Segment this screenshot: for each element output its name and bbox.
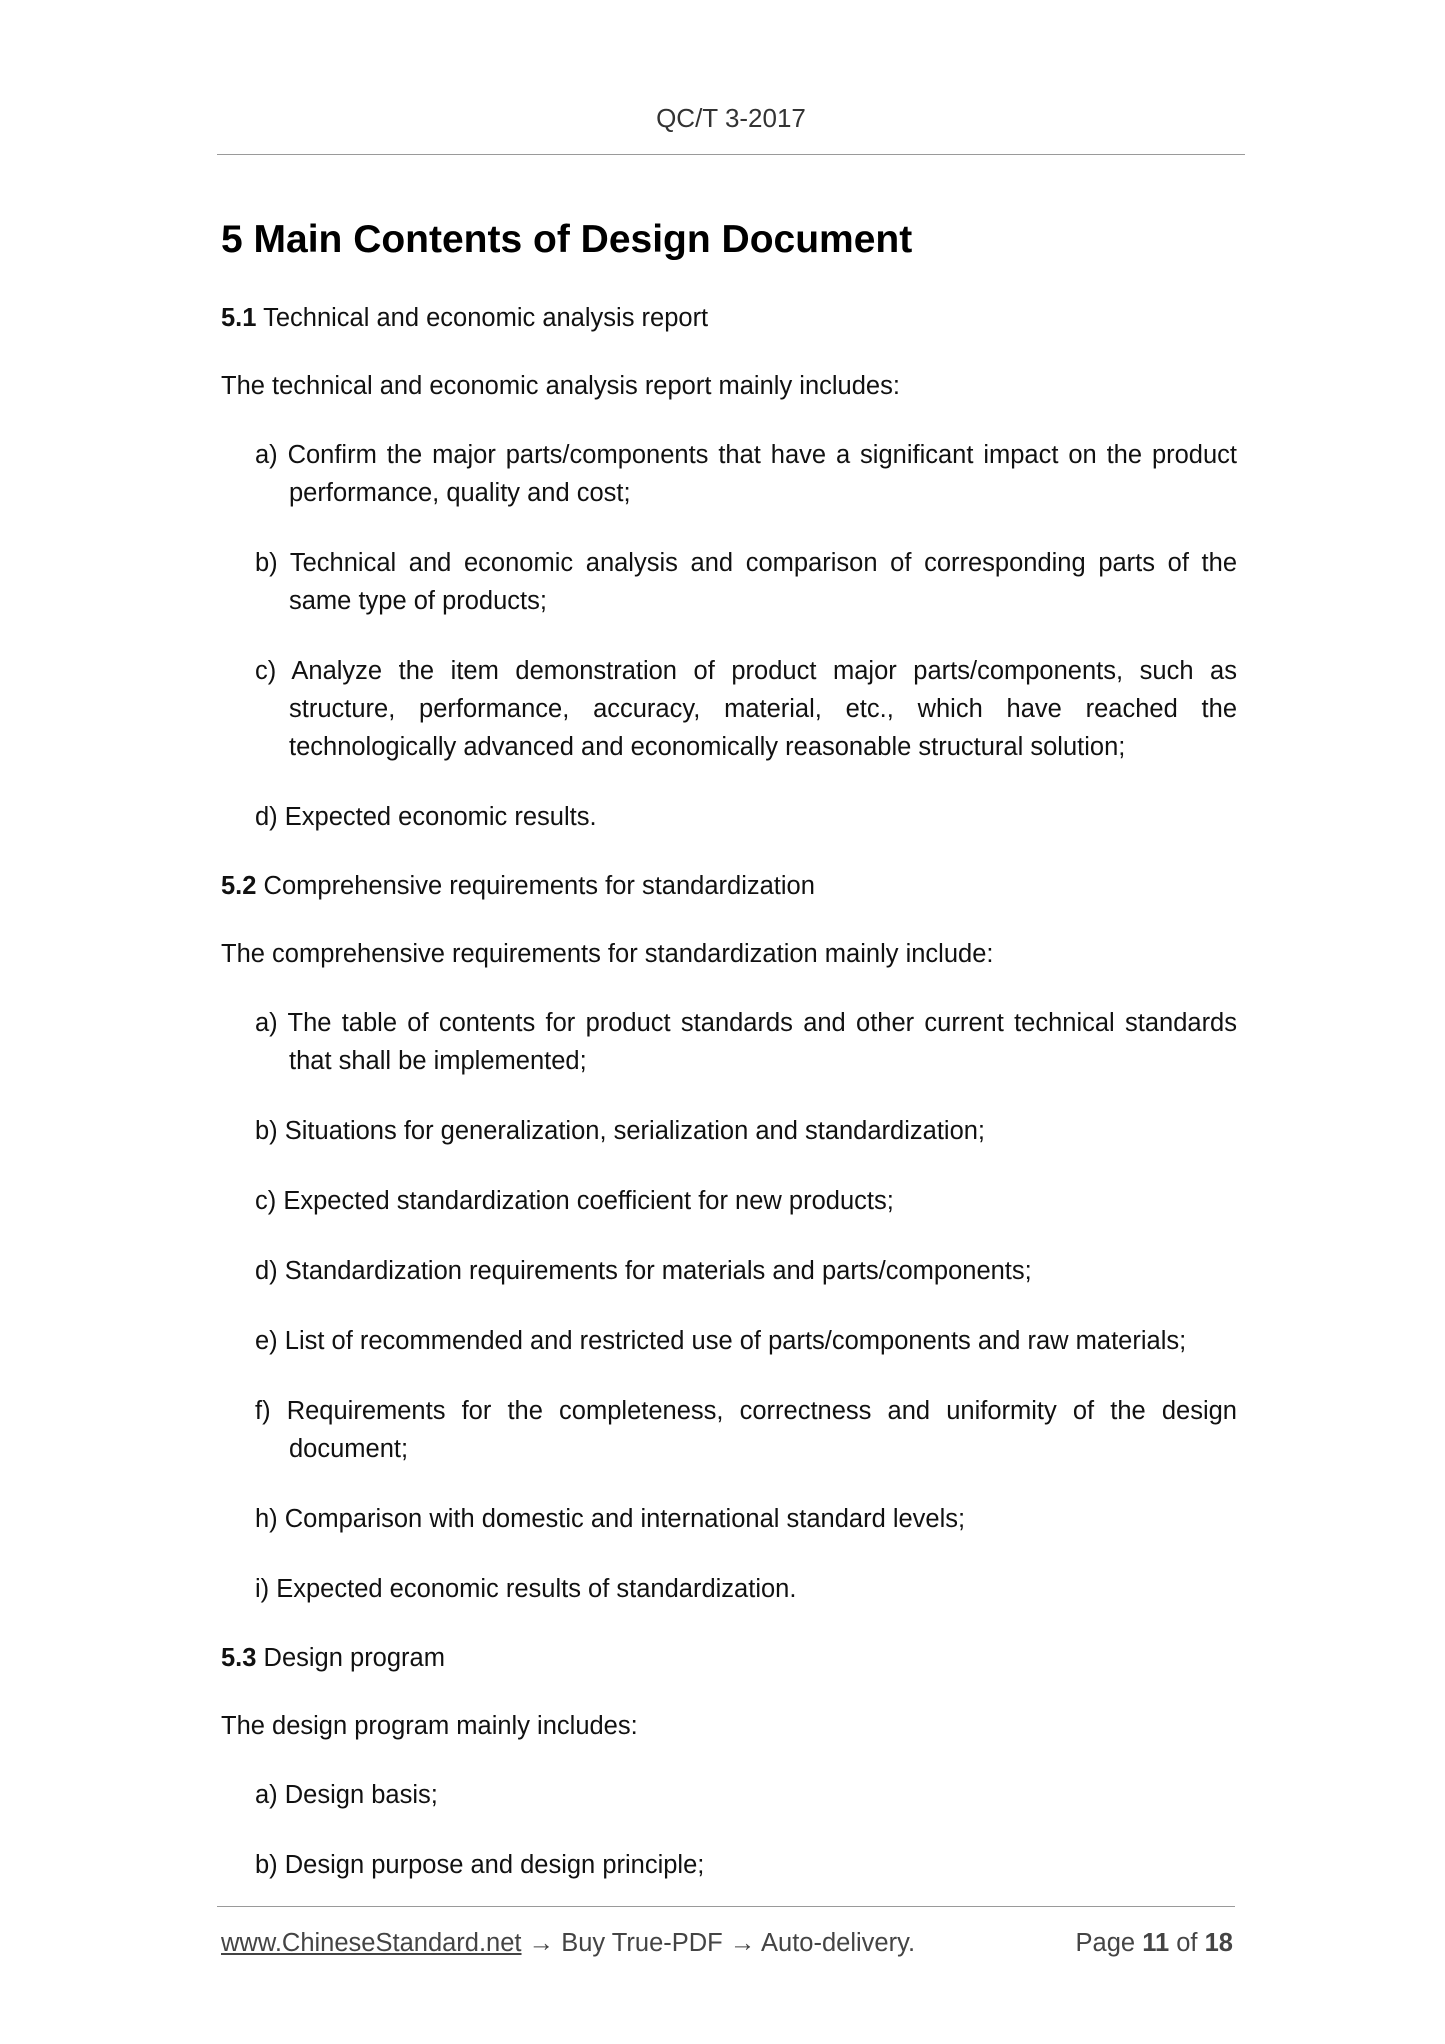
website-link[interactable]: www.ChineseStandard.net	[221, 1929, 522, 1957]
list-item: c) Analyze the item demonstration of product major parts/components, such as structure, performance, accuracy, material, etc., which have reached the technologically advanced and economically reasonable structural solution;	[255, 657, 1237, 761]
list-item: i) Expected economic results of standardization.	[255, 1575, 797, 1603]
section-title: 5 Main Contents of Design Document	[221, 218, 913, 261]
list-item: b) Technical and economic analysis and comparison of corresponding parts of the same type of products;	[255, 549, 1237, 615]
list-item: a) Confirm the major parts/components that have a significant impact on the product performance, quality and cost;	[255, 441, 1237, 507]
arrow-right-icon: →	[528, 1929, 555, 1957]
list-item: b) Situations for generalization, serialization and standardization;	[255, 1117, 986, 1145]
list-item: d) Standardization requirements for materials and parts/components;	[255, 1257, 1032, 1285]
footer-divider	[217, 1906, 1235, 1907]
subsection-5-1-heading	[221, 300, 1237, 336]
subsection-number: 5.3	[221, 1644, 257, 1672]
header-divider	[217, 154, 1245, 155]
list-item: h) Comparison with domestic and international standard levels;	[255, 1505, 966, 1533]
document-body	[221, 212, 1237, 1884]
subsection-5-1-intro: The technical and economic analysis report mainly includes:	[221, 372, 900, 400]
page-footer	[221, 1925, 1233, 1961]
list-item: b) Design purpose and design principle;	[255, 1851, 705, 1879]
buy-text: Buy True-PDF	[561, 1929, 723, 1957]
list-item: d) Expected economic results.	[255, 803, 597, 831]
list-item: f) Requirements for the completeness, correctness and uniformity of the design document;	[255, 1397, 1237, 1463]
page-header: QC/T 3-2017	[656, 103, 806, 133]
page-label: Page	[1075, 1929, 1136, 1957]
page-number: 11	[1142, 1929, 1170, 1957]
list-item: a) Design basis;	[255, 1781, 438, 1809]
subsection-5-2-heading	[221, 868, 1237, 904]
list-item: c) Expected standardization coefficient for new products;	[255, 1187, 894, 1215]
page-indicator	[1076, 1925, 1233, 1961]
arrow-right-icon: →	[729, 1929, 756, 1957]
of-label: of	[1176, 1929, 1198, 1957]
subsection-5-3-heading	[221, 1640, 1237, 1676]
subsection-title: Design program	[263, 1644, 445, 1672]
subsection-title: Comprehensive requirements for standardization	[263, 872, 815, 900]
subsection-number: 5.1	[221, 304, 257, 332]
subsection-number: 5.2	[221, 872, 257, 900]
list-item: e) List of recommended and restricted use of parts/components and raw materials;	[255, 1327, 1187, 1355]
delivery-text: Auto-delivery.	[761, 1929, 916, 1957]
subsection-title: Technical and economic analysis report	[263, 304, 709, 332]
list-item: a) The table of contents for product standards and other current technical standards that shall be implemented;	[255, 1009, 1237, 1075]
page-total: 18	[1204, 1929, 1233, 1957]
subsection-5-2-intro: The comprehensive requirements for standardization mainly include:	[221, 940, 994, 968]
subsection-5-3-intro: The design program mainly includes:	[221, 1712, 638, 1740]
